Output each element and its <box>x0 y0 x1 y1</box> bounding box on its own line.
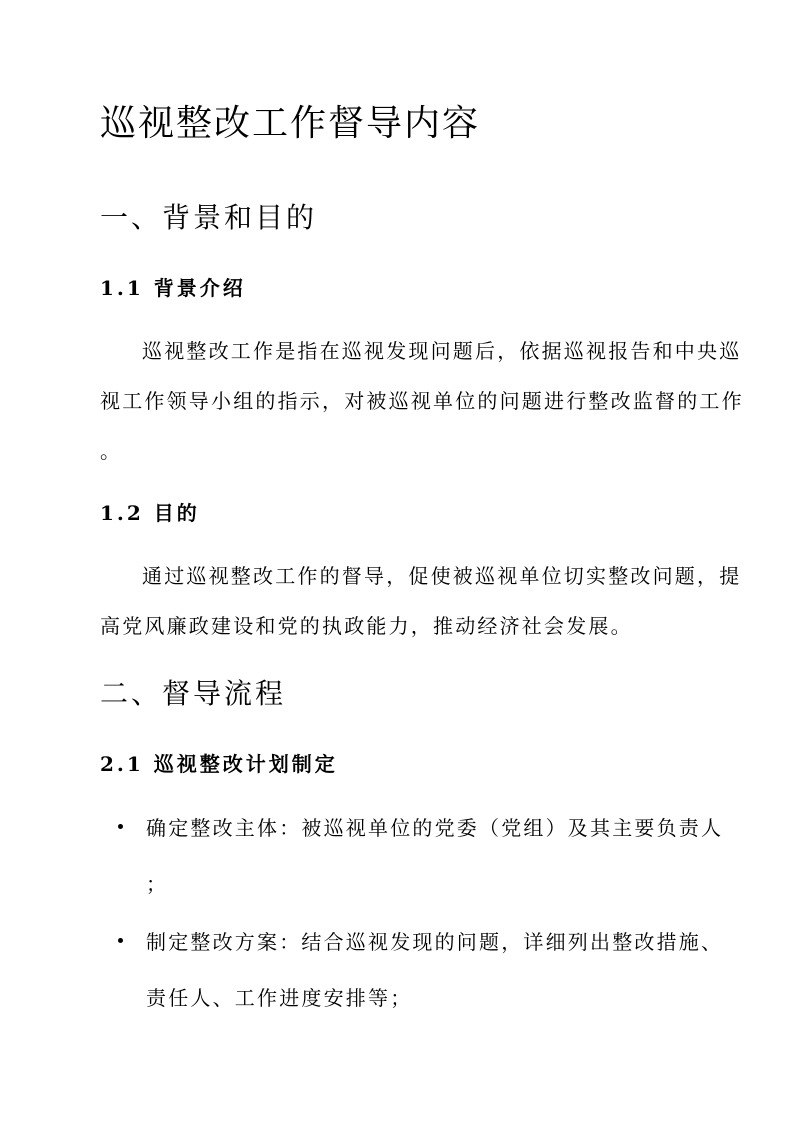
paragraph-line: 视工作领导小组的指示，对被巡视单位的问题进行整改监督的工作 <box>100 389 744 413</box>
list-item-line: 确定整改主体：被巡视单位的党委（党组）及其主要负责人 <box>146 816 724 840</box>
bullet-icon <box>118 824 123 829</box>
list-item-text <box>146 914 723 1026</box>
subsection-heading-rectification-plan: 2.1 巡视整改计划制定 <box>100 752 338 776</box>
list-item-line: ； <box>146 872 169 896</box>
document-title: 巡视整改工作督导内容 <box>100 103 481 144</box>
paragraph-line: 。 <box>100 439 123 463</box>
paragraph-line: 通过巡视整改工作的督导，促使被巡视单位切实整改问题，提 <box>142 564 742 588</box>
section-heading-background-purpose: 一、背景和目的 <box>100 201 318 234</box>
subsection-heading-background: 1.1 背景介绍 <box>100 276 246 300</box>
paragraph-background <box>100 326 744 476</box>
list-item-text <box>146 800 723 912</box>
subsection-heading-purpose: 1.2 目的 <box>100 501 200 525</box>
list-item-line: 责任人、工作进度安排等； <box>146 986 413 1010</box>
section-heading-supervision-process: 二、督导流程 <box>100 677 287 710</box>
paragraph-line: 高党风廉政建设和党的执政能力，推动经济社会发展。 <box>100 614 633 638</box>
paragraph-purpose <box>100 551 742 651</box>
list-item-line: 制定整改方案：结合巡视发现的问题，详细列出整改措施、 <box>146 930 724 954</box>
bullet-icon <box>118 938 123 943</box>
paragraph-line: 巡视整改工作是指在巡视发现问题后，依据巡视报告和中央巡 <box>142 339 742 363</box>
